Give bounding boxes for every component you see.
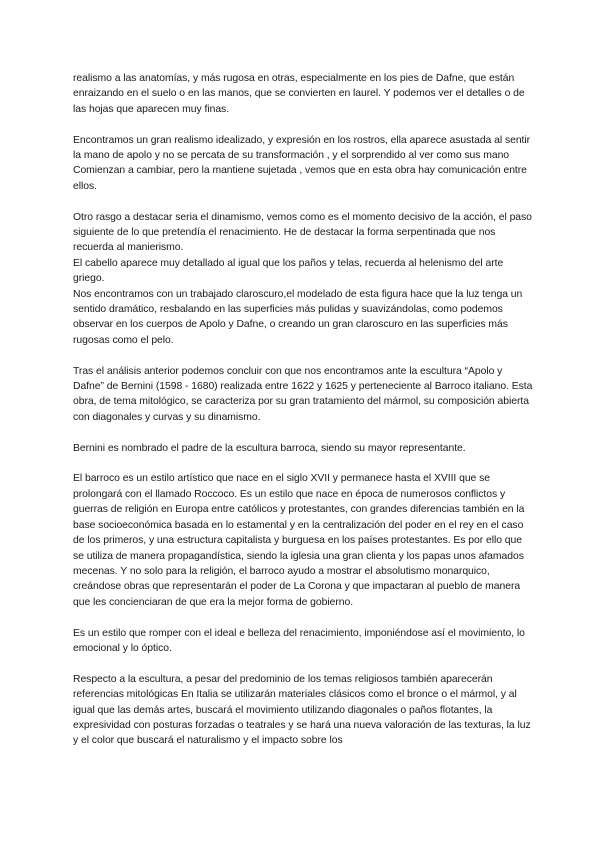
paragraph-baroque-style: Es un estilo que romper con el ideal e belleza del renacimiento, imponiéndose así el movimiento, lo emocional y lo óptico. bbox=[73, 627, 525, 654]
document-body bbox=[73, 71, 533, 764]
paragraph-realism-expression: Encontramos un gran realismo idealizado, y expresión en los rostros, ella aparece asustada al sentir la mano de apolo y no se percata de su transformación , y el sorprendido al ver como sus mano Comienzan a cambiar, pero la mantiene sujetada , vemos que en esta obra hay comunicación entre ellos. bbox=[73, 134, 531, 192]
paragraph-bernini: Bernini es nombrado el padre de la escultura barroca, siendo su mayor representante. bbox=[73, 442, 466, 454]
paragraph-anatomy-textures: realismo a las anatomías, y más rugosa en otras, especialmente en los pies de Dafne, que están enraizando en el suelo o en las manos, que se convierten en laurel. Y podemos ver el detalles o de las hojas que aparecen muy finas. bbox=[73, 73, 525, 115]
paragraph-baroque-context: El barroco es un estilo artístico que nace en el siglo XVII y permanece hasta el XVIII que se prolongará con el llamado Roccoco. Es un estilo que nace en época de numerosos conflictos y guerras de religión en Europa entre católicos y protestantes, con grandes diferencias también en la base socioeconómica basada en lo estamental y en la centralización del poder en el rey en el caso de los primeros, y una estructura capitalista y burguesa en los países protestantes. Es por ello que se utiliza de manera propagandística, siendo la iglesia una gran clienta y los papas unos afamados mecenas. Y no solo para la religión, el barroco ayudo a mostrar el absolutismo monarquico, creándose obras que representarán el poder de La Corona y que impactaran al pueblo de manera que les concienciaran de que era la mejor forma de gobierno. bbox=[73, 473, 525, 608]
paragraph-hair-detail: El cabello aparece muy detallado al igual que los paños y telas, recuerda al helenismo del arte griego. bbox=[73, 257, 504, 285]
paragraph-sculpture: Respecto a la escultura, a pesar del predominio de los temas religiosos también aparecerán referencias mitológicas En Italia se utilizarán materiales clásicos como el bronce o el mármol, y al igual que las demás artes, buscará el movimiento utilizando diagonales o paños flotantes, la expresividad con posturas forzadas o teatrales y se hará una nueva valoración de las texturas, la luz y el color que buscará el naturalismo y el impacto sobre los bbox=[73, 673, 531, 747]
paragraph-dynamism: Otro rasgo a destacar seria el dinamismo, vemos como es el momento decisivo de la acción, el paso siguiente de lo que pretendía el renacimiento. He de destacar la forma serpentinada que nos recuerda al manierismo. bbox=[73, 211, 532, 254]
paragraph-chiaroscuro: Nos encontramos con un trabajado claroscuro,el modelado de esta figura hace que la luz tenga un sentido dramático, resbalando en las superficies más pulidas y suavizándolas, como podemos observar en los cuerpos de Apolo y Dafne, o creando un gran claroscuro en las superficies más rugosas como el pelo. bbox=[73, 288, 523, 346]
paragraph-conclusion: Tras el análisis anterior podemos concluir con que nos encontramos ante la escultura “Apolo y Dafne” de Bernini (1598 - 1680) realizada entre 1622 y 1625 y perteneciente al Barroco italiano. Esta obra, de tema mitológico, se caracteriza por su gran tratamiento del mármol, su composición abierta con diagonales y curvas y su dinamismo. bbox=[73, 365, 533, 423]
